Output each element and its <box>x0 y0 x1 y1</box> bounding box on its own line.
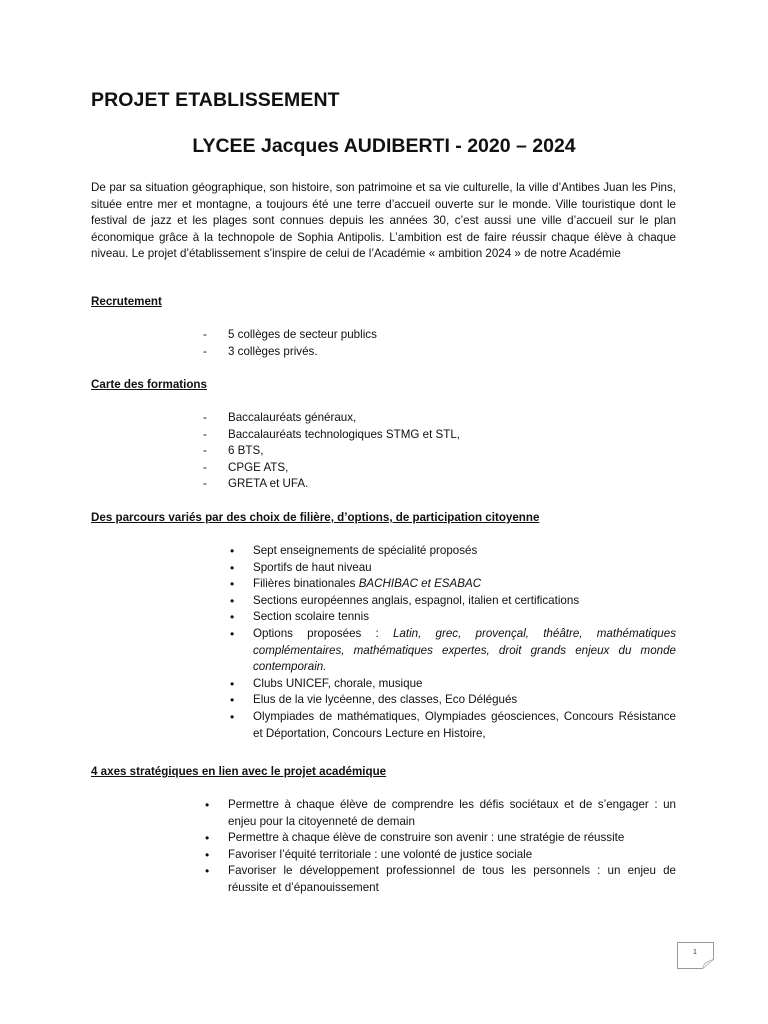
dash-marker: - <box>203 460 207 474</box>
list-item: • Sportifs de haut niveau <box>230 560 372 575</box>
parcours-list <box>228 543 676 742</box>
heading-axes: 4 axes stratégiques en lien avec le projet académique <box>91 765 387 778</box>
folded-corner-icon <box>702 959 714 969</box>
list-item: • Favoriser le développement professionnel de tous les personnels : un enjeu de réussite et d’épanouissement <box>205 864 676 894</box>
dash-marker: - <box>203 328 207 341</box>
list-item: • Section scolaire tennis <box>230 610 369 625</box>
bullet-marker: • <box>205 798 210 812</box>
list-item: - 3 collèges privés. <box>203 344 377 361</box>
list-item: • Permettre à chaque élève de comprendre les défis sociétaux et de s’engager : un enjeu pour la citoyenneté de demain <box>205 798 676 828</box>
bullet-marker: • <box>230 610 235 625</box>
dash-marker: - <box>203 477 207 491</box>
list-item: - 6 BTS, <box>203 443 460 460</box>
bullet-marker: • <box>230 676 235 691</box>
recrutement-list <box>203 327 377 360</box>
dash-marker: - <box>203 427 207 441</box>
bullet-marker: • <box>230 544 235 558</box>
heading-recrutement: Recrutement <box>91 295 162 308</box>
axes-list <box>203 797 676 897</box>
list-item: • Filières binationales BACHIBAC et ESABAC <box>230 577 482 592</box>
bullet-marker: • <box>230 593 235 608</box>
list-item: • Favoriser l’équité territoriale : une volonté de justice sociale <box>205 847 533 862</box>
list-item: • Sections européennes anglais, espagnol, italien et certifications <box>230 593 580 608</box>
bullet-marker: • <box>230 709 235 724</box>
heading-formations: Carte des formations <box>91 378 207 391</box>
list-item: - 5 collèges de secteur publics <box>203 327 377 344</box>
page-number-box <box>677 942 714 969</box>
list-item: - Baccalauréats généraux, <box>203 410 460 427</box>
document-title: PROJET ETABLISSEMENT <box>91 89 340 111</box>
list-item: • Sept enseignements de spécialité proposés <box>230 544 478 558</box>
bullet-marker: • <box>205 864 210 879</box>
bullet-marker: • <box>205 831 210 846</box>
bullet-marker: • <box>230 560 235 575</box>
formations-list <box>203 410 460 493</box>
list-item: - GRETA et UFA. <box>203 476 460 493</box>
list-item: - Baccalauréats technologiques STMG et STL, <box>203 427 460 444</box>
list-item: • Clubs UNICEF, chorale, musique <box>230 676 423 691</box>
list-item: • Elus de la vie lycéenne, des classes, Eco Délégués <box>230 693 518 708</box>
bullet-marker: • <box>230 626 235 641</box>
heading-parcours: Des parcours variés par des choix de filière, d’options, de participation citoyenne <box>91 511 540 524</box>
list-item: • Olympiades de mathématiques, Olympiades géosciences, Concours Résistance et Déportation, Concours Lecture en Histoire, <box>230 709 676 740</box>
list-item: - CPGE ATS, <box>203 460 460 477</box>
list-item: • Options proposées : Latin, grec, provençal, théâtre, mathématiques complémentaires, mathématiques expertes, droit grands enjeux du monde contemporain. <box>230 626 677 674</box>
subtitle-text: LYCEE Jacques AUDIBERTI - 2020 – 2024 <box>192 135 576 157</box>
bullet-marker: • <box>230 577 235 592</box>
page-number: 1 <box>693 949 697 956</box>
dash-marker: - <box>203 411 207 424</box>
bullet-marker: • <box>205 847 210 862</box>
intro-paragraph: De par sa situation géographique, son histoire, son patrimoine et sa vie culturelle, la ville d’Antibes Juan les Pins, située entre mer et montagne, a toujours été une terre d’accueil ouverte sur le monde. Ville touristique dont le festival de jazz et les plages sont connues depuis les années 30, c’est aussi une ville d’accueil sur le plan économique grâce à la technopole de Sophia Antipolis. L’ambition est de faire réussir chaque élève à chaque niveau. Le projet d’établissement s’inspire de celui de l’Académie « ambition 2024 » de notre Académie <box>91 181 676 261</box>
dash-marker: - <box>203 444 207 458</box>
list-item: • Permettre à chaque élève de construire son avenir : une stratégie de réussite <box>205 831 625 846</box>
document-subtitle <box>0 135 768 158</box>
dash-marker: - <box>203 344 207 358</box>
bullet-marker: • <box>230 693 235 708</box>
